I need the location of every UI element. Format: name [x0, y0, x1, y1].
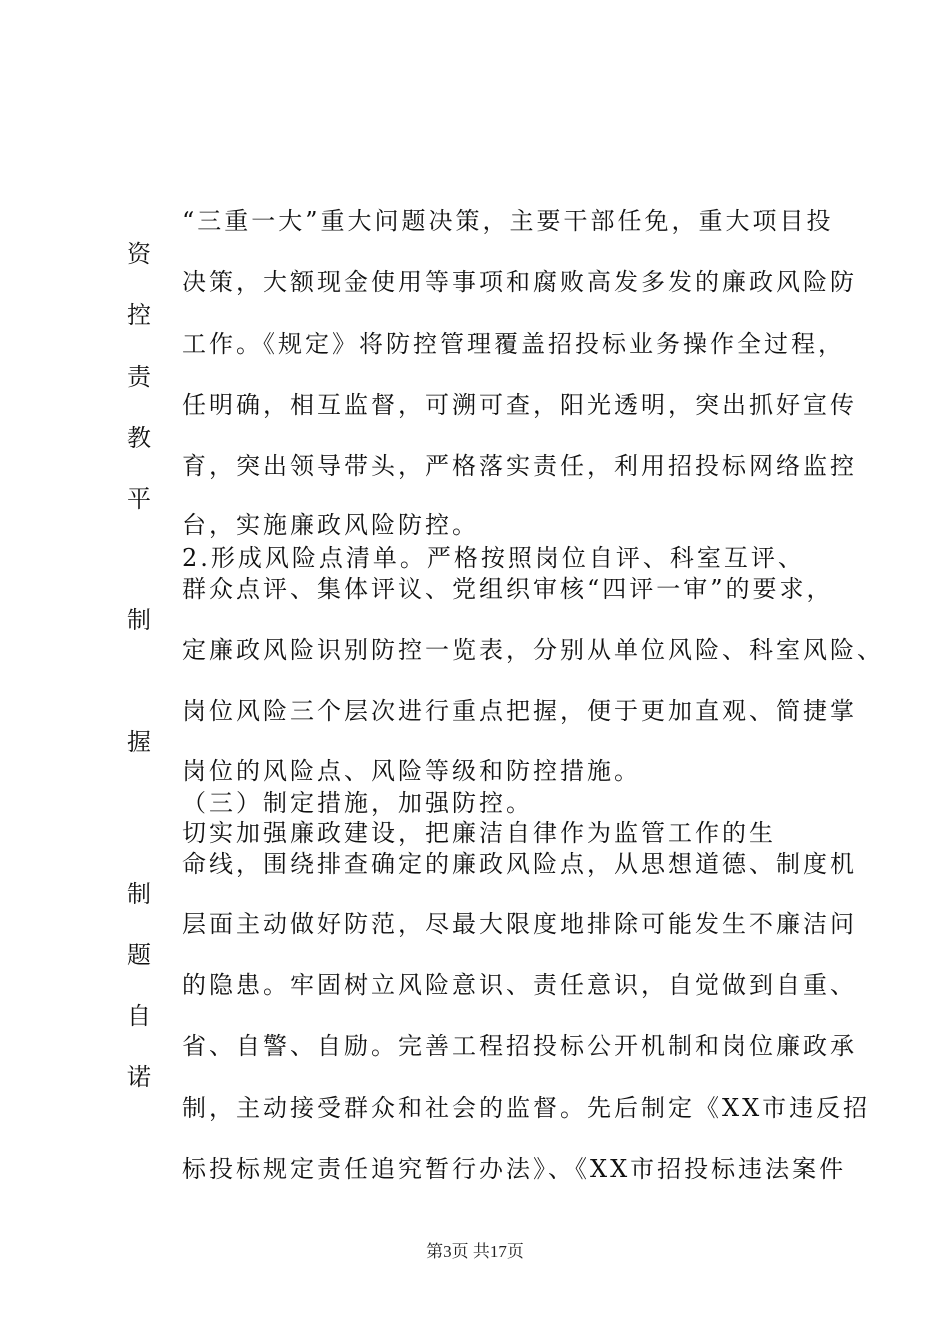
margin-char-4: 教	[127, 424, 151, 452]
margin-char-10: 自	[127, 1002, 151, 1030]
body-line-7: 2.形成风险点清单。严格按照岗位自评、科室互评、	[182, 544, 805, 572]
margin-char-6: 制	[127, 606, 151, 634]
body-line-15: 层面主动做好防范，尽最大限度地排除可能发生不廉洁问	[182, 910, 857, 938]
margin-char-2: 控	[127, 301, 151, 329]
body-line-11: 岗位的风险点、风险等级和防控措施。	[182, 757, 641, 785]
body-line-5: 育，突出领导带头，严格落实责任，利用招投标网络监控	[182, 452, 857, 480]
body-line-3: 工作。《规定》将防控管理覆盖招投标业务操作全过程，	[182, 330, 845, 358]
body-line-19: 标投标规定责任追究暂行办法》、《XX市招投标违法案件	[182, 1155, 847, 1183]
body-line-9: 定廉政风险识别防控一览表，分别从单位风险、科室风险、	[182, 636, 884, 664]
body-line-18: 制，主动接受群众和社会的监督。先后制定《XX市违反招	[182, 1094, 871, 1122]
margin-char-8: 制	[127, 880, 151, 908]
body-line-14: 命线，围绕排查确定的廉政风险点，从思想道德、制度机	[182, 850, 857, 878]
margin-char-9: 题	[127, 941, 151, 969]
margin-char-1: 资	[127, 240, 151, 268]
page-footer: 第3页 共17页	[426, 1242, 524, 1261]
margin-char-11: 诺	[127, 1063, 151, 1091]
margin-char-5: 平	[127, 485, 151, 513]
body-line-6: 台，实施廉政风险防控。	[182, 511, 479, 539]
body-line-12: （三）制定措施，加强防控。	[182, 789, 533, 817]
body-line-4: 任明确，相互监督，可溯可查，阳光透明，突出抓好宣传	[182, 391, 857, 419]
body-line-13: 切实加强廉政建设，把廉洁自律作为监管工作的生	[182, 819, 776, 847]
margin-char-7: 握	[127, 728, 151, 756]
body-line-8: 群众点评、集体评议、党组织审核“四评一审”的要求，	[182, 575, 834, 603]
body-line-17: 省、自警、自励。完善工程招投标公开机制和岗位廉政承	[182, 1032, 857, 1060]
body-line-16: 的隐患。牢固树立风险意识、责任意识，自觉做到自重、	[182, 971, 857, 999]
body-line-10: 岗位风险三个层次进行重点把握，便于更加直观、简捷掌	[182, 697, 857, 725]
margin-char-3: 责	[127, 363, 151, 391]
body-line-1: “三重一大”重大问题决策，主要干部任免，重大项目投	[182, 207, 834, 235]
body-line-2: 决策，大额现金使用等事项和腐败高发多发的廉政风险防	[182, 268, 857, 296]
